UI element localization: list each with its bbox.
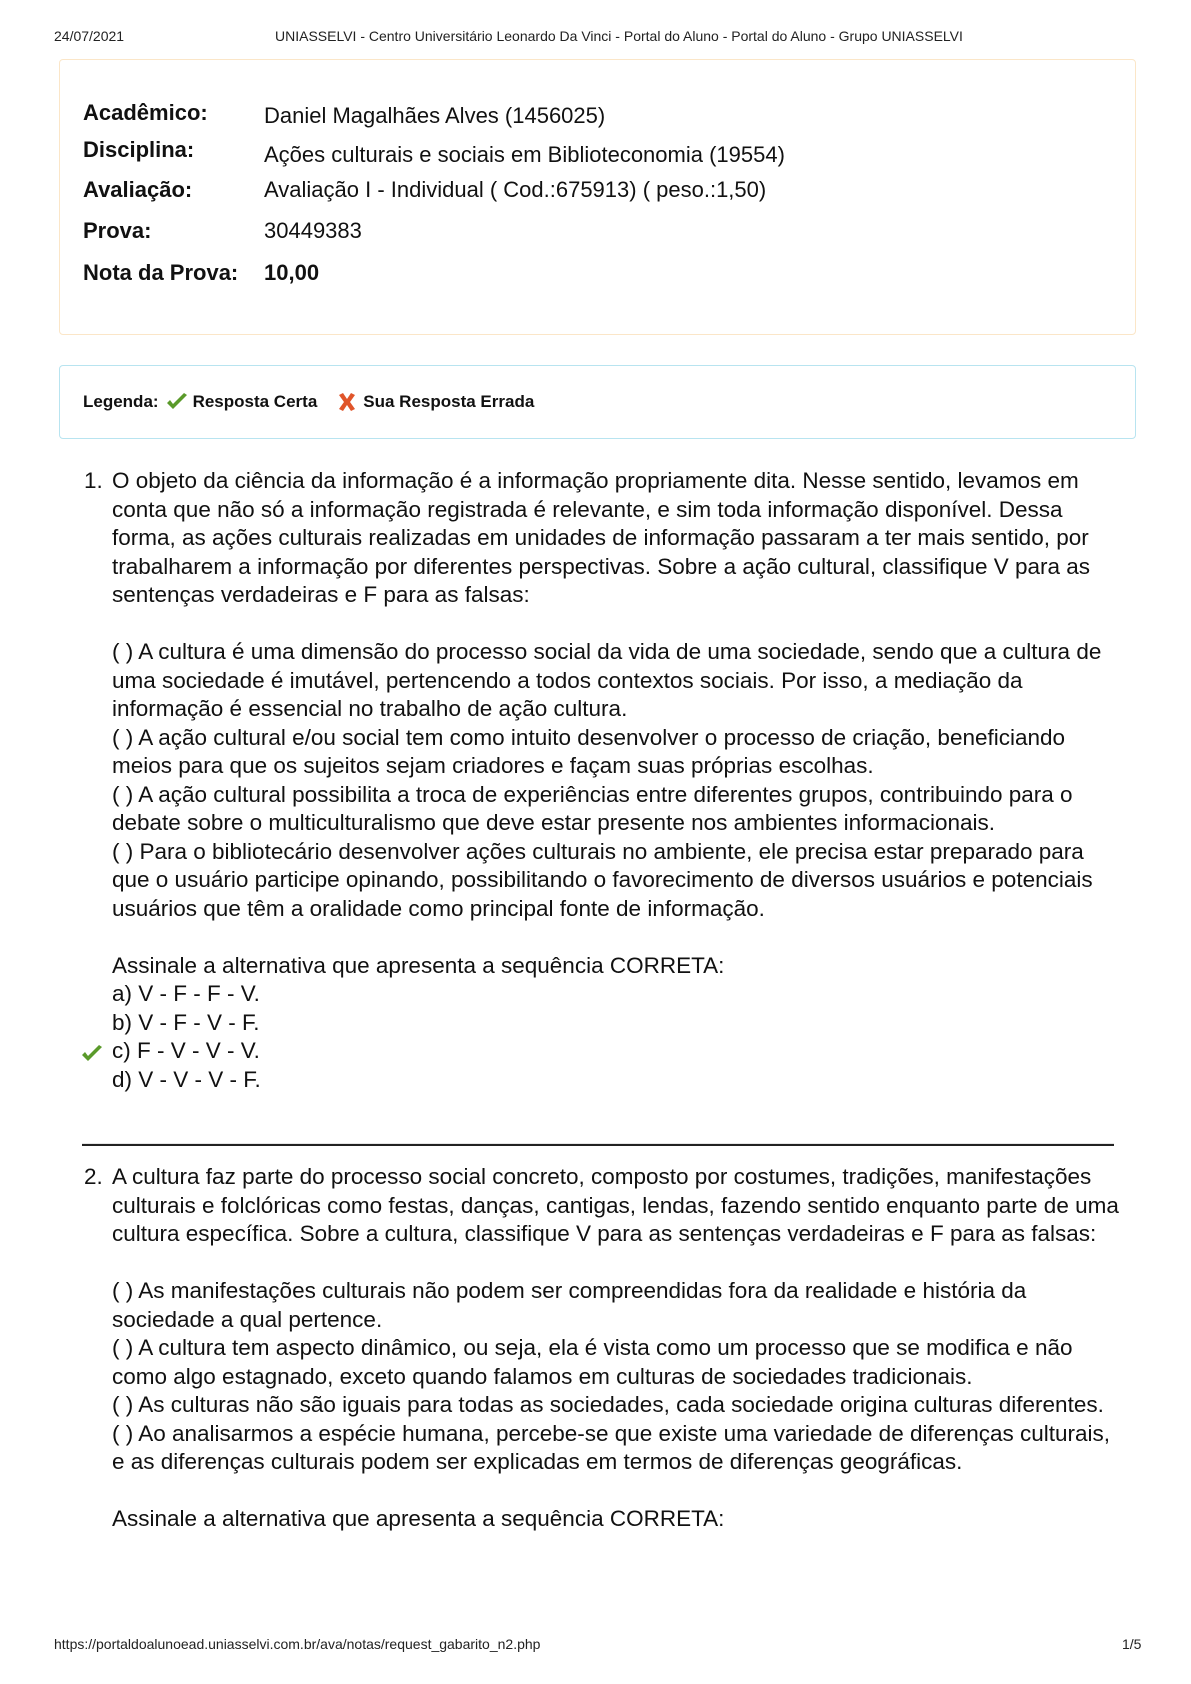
legend-box xyxy=(59,365,1136,439)
option-b xyxy=(112,1009,1122,1038)
statement: ( ) As culturas não são iguais para todas as sociedades, cada sociedade origina culturas diferentes. xyxy=(112,1392,1104,1417)
option-d xyxy=(112,1066,1122,1095)
nota-value: 10,00 xyxy=(264,260,320,285)
question-prompt: A cultura faz parte do processo social concreto, composto por costumes, tradições, manifestações culturais e folclóricas como festas, danças, cantigas, lendas, fazendo sentido enquanto parte de uma cultura específica. Sobre a cultura, classifique V para as sentenças verdadeiras e F para as falsas: xyxy=(112,1164,1119,1246)
question-prompt: O objeto da ciência da informação é a informação propriamente dita. Nesse sentido, levamos em conta que não só a informação registrada é relevante, e sim toda informação disponível. Dessa forma, as ações culturais realizadas em unidades de informação passaram a ter mais sentido, por trabalharem a informação por diferentes perspectivas. Sobre a ação cultural, classifique V para as sentenças verdadeiras e F para as falsas: xyxy=(112,468,1091,607)
legend-label: Legenda: xyxy=(83,392,159,411)
statement: ( ) Ao analisarmos a espécie humana, percebe-se que existe uma variedade de diferenças culturais, e as diferenças culturais podem ser explicadas em termos de diferenças geográficas. xyxy=(112,1420,1111,1474)
question-number: 2. xyxy=(84,1164,103,1189)
prova-value: 30449383 xyxy=(264,218,362,243)
academico-label: Acadêmico: xyxy=(83,100,208,125)
option-label: c) F - V - V - V. xyxy=(112,1038,260,1063)
option-label: a) V - F - F - V. xyxy=(112,981,260,1006)
question-instruction: Assinale a alternativa que apresenta a sequência CORRETA: xyxy=(112,952,725,978)
avaliacao-value: Avaliação I - Individual ( Cod.:675913) ( peso.:1,50) xyxy=(264,177,767,202)
statement: ( ) A cultura tem aspecto dinâmico, ou seja, ela é vista como um processo que se modifica e não como algo estagnado, exceto quando falamos em culturas de sociedades tradicionais. xyxy=(112,1335,1073,1389)
academico-value: Daniel Magalhães Alves (1456025) xyxy=(264,103,606,128)
legend-correct-text: Resposta Certa xyxy=(192,392,318,411)
avaliacao-label: Avaliação: xyxy=(83,177,193,202)
disciplina-label: Disciplina: xyxy=(83,137,195,162)
correct-answer-check-icon xyxy=(80,1043,104,1063)
statement: ( ) A ação cultural e/ou social tem como intuito desenvolver o processo de criação, beneficiando meios para que os sujeitos sejam criadores e façam suas próprias escolhas. xyxy=(112,724,1066,778)
statement: ( ) A cultura é uma dimensão do processo social da vida de uma sociedade, sendo que a cultura de uma sociedade é imutável, pertencendo a todos contextos sociais. Por isso, a mediação da informação é essencial no trabalho de ação cultura. xyxy=(112,639,1102,721)
print-page-title: UNIASSELVI - Centro Universitário Leonardo Da Vinci - Portal do Aluno - Portal do Aluno - Grupo UNIASSELVI xyxy=(275,28,963,44)
question-instruction: Assinale a alternativa que apresenta a sequência CORRETA: xyxy=(112,1506,725,1531)
print-header xyxy=(0,28,1191,48)
print-url: https://portaldoalunoead.uniasselvi.com.br/ava/notas/request_gabarito_n2.php xyxy=(54,1636,541,1652)
nota-label: Nota da Prova: xyxy=(83,260,239,285)
statement: ( ) A ação cultural possibilita a troca de experiências entre diferentes grupos, contribuindo para o debate sobre o multiculturalismo que deve estar presente nos ambientes informacionais. xyxy=(112,781,1073,835)
option-a xyxy=(112,980,1122,1009)
legend-wrong-text: Sua Resposta Errada xyxy=(363,392,535,411)
print-date: 24/07/2021 xyxy=(54,28,125,44)
statement: ( ) As manifestações culturais não podem ser compreendidas fora da realidade e história da sociedade a qual pertence. xyxy=(112,1278,1027,1332)
check-icon xyxy=(165,392,189,412)
option-label: d) V - V - V - F. xyxy=(112,1066,261,1092)
prova-label: Prova: xyxy=(83,218,152,243)
statement: ( ) Para o bibliotecário desenvolver ações culturais no ambiente, ele precisa estar preparado para que o usuário participe opinando, possibilitando o favorecimento de diversos usuários e potenciais usuários que têm a oralidade como principal fonte de informação. xyxy=(112,838,1093,921)
disciplina-value: Ações culturais e sociais em Biblioteconomia (19554) xyxy=(264,142,785,167)
option-label: b) V - F - V - F. xyxy=(112,1009,260,1035)
question-number: 1. xyxy=(84,468,103,493)
print-footer xyxy=(0,1636,1191,1656)
x-icon xyxy=(335,392,359,412)
question-divider xyxy=(82,1143,1114,1146)
page-number: 1/5 xyxy=(1122,1636,1142,1652)
option-c xyxy=(112,1037,1122,1066)
exam-info-box xyxy=(59,59,1136,335)
